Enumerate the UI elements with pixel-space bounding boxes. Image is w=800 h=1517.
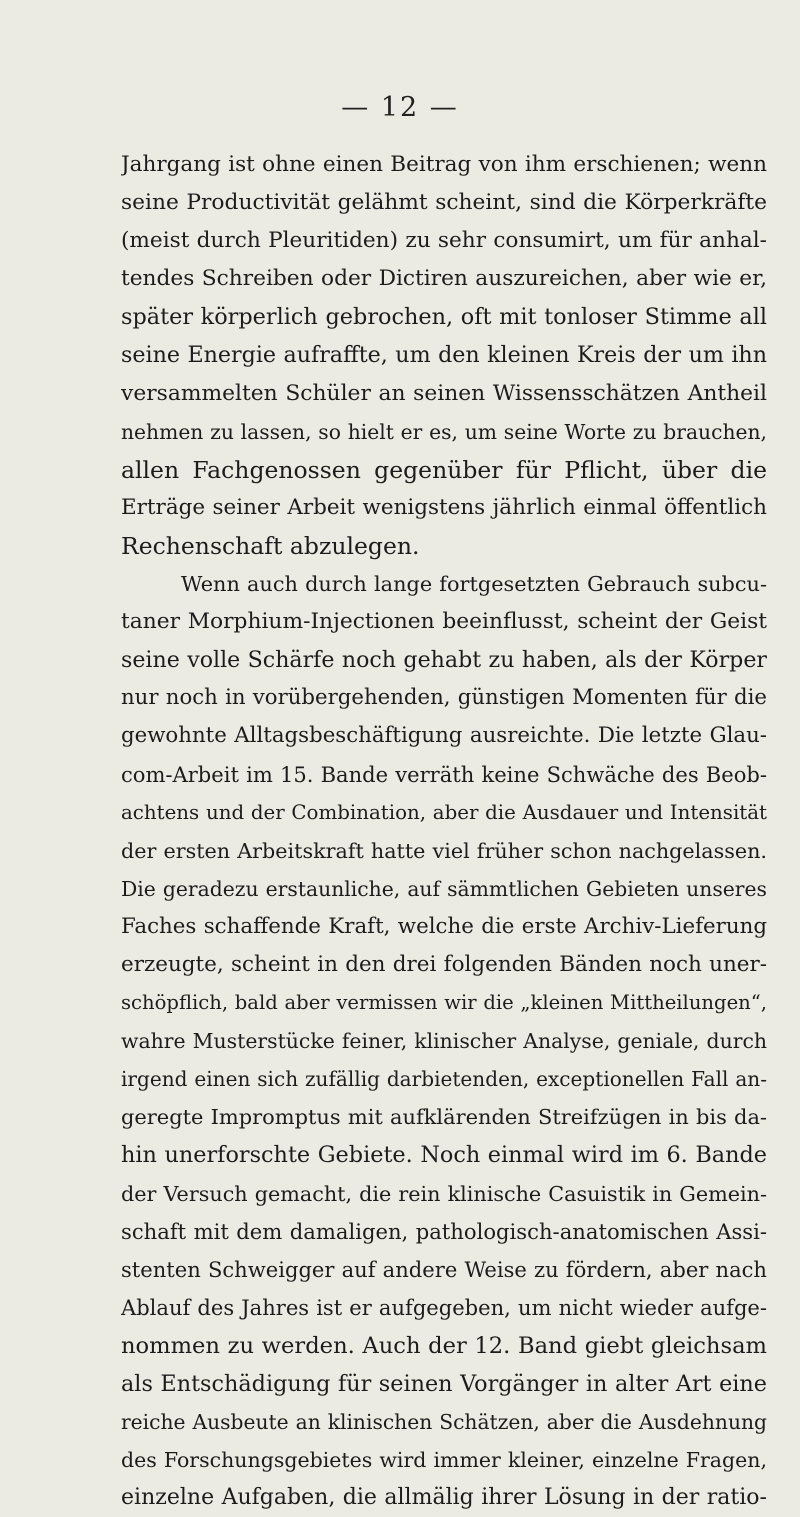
- text-line: der Versuch gemacht, die rein klinische Casuistik in Gemein-: [121, 1181, 767, 1206]
- text-line: Wenn auch durch lange fortgesetzten Gebrauch subcu-: [181, 572, 767, 597]
- text-line: später körperlich gebrochen, oft mit tonloser Stimme all: [121, 304, 767, 331]
- text-line: reiche Ausbeute an klinischen Schätzen, aber die Ausdehnung: [121, 1410, 767, 1435]
- text-line: hin unerforschte Gebiete. Noch einmal wird im 6. Bande: [121, 1142, 767, 1169]
- text-line: des Forschungsgebietes wird immer kleiner, einzelne Fragen,: [121, 1448, 767, 1473]
- text-line: (meist durch Pleuritiden) zu sehr consumirt, um für anhal-: [121, 228, 767, 254]
- text-line: com-Arbeit im 15. Bande verräth keine Schwäche des Beob-: [121, 761, 767, 787]
- text-line: einzelne Aufgaben, die allmälig ihrer Lösung in der ratio-: [121, 1485, 767, 1511]
- text-line: gewohnte Alltagsbeschäftigung ausreichte. Die letzte Glau-: [121, 723, 767, 749]
- text-line: schaft mit dem damaligen, pathologisch-anatomischen Assi-: [121, 1218, 767, 1244]
- text-line: schöpflich, bald aber vermissen wir die „kleinen Mittheilungen“,: [121, 991, 767, 1015]
- text-line: geregte Impromptus mit aufklärenden Streifzügen in bis da-: [121, 1105, 767, 1130]
- text-line: seine Energie aufraffte, um den kleinen Kreis der um ihn: [121, 342, 767, 369]
- text-line: Rechenschaft abzulegen.: [121, 531, 420, 560]
- text-line: der ersten Arbeitskraft hatte viel früher schon nachgelassen.: [121, 838, 767, 863]
- text-line: erzeugte, scheint in den drei folgenden Bänden noch uner-: [121, 951, 767, 977]
- text-line: seine Productivität gelähmt scheint, sind die Körperkräfte: [121, 190, 767, 216]
- text-line: nehmen zu lassen, so hielt er es, um seine Worte zu brauchen,: [121, 419, 767, 444]
- text-line: nommen zu werden. Auch der 12. Band giebt gleichsam: [121, 1332, 767, 1359]
- text-line: tendes Schreiben oder Dictiren auszureichen, aber wie er,: [121, 266, 767, 292]
- text-line: als Entschädigung für seinen Vorgänger in alter Art eine: [121, 1371, 767, 1397]
- text-line: seine volle Schärfe noch gehabt zu haben, als der Körper: [121, 647, 767, 674]
- text-line: Ablauf des Jahres ist er aufgegeben, um nicht wieder aufge-: [121, 1294, 767, 1320]
- text-line: versammelten Schüler an seinen Wissensschätzen Antheil: [121, 380, 767, 406]
- page-number: — 12 —: [341, 92, 459, 123]
- text-line: wahre Musterstücke feiner, klinischer Analyse, geniale, durch: [121, 1029, 767, 1054]
- text-line: Erträge seiner Arbeit wenigstens jährlich einmal öffentlich: [121, 494, 767, 520]
- body-text: [121, 146, 767, 1517]
- text-line: stenten Schweigger auf andere Weise zu fördern, aber nach: [121, 1256, 767, 1282]
- text-line: Jahrgang ist ohne einen Beitrag von ihm erschienen; wenn: [121, 152, 767, 177]
- text-line: Faches schaffende Kraft, welche die erste Archiv-Lieferung: [121, 913, 767, 939]
- text-line: Die geradezu erstaunliche, auf sämmtlichen Gebieten unseres: [121, 876, 767, 901]
- text-line: taner Morphium-Injectionen beeinflusst, scheint der Geist: [121, 609, 767, 635]
- text-line: nur noch in vorübergehenden, günstigen Momenten für die: [121, 685, 767, 711]
- text-line: allen Fachgenossen gegenüber für Pflicht, über die: [121, 455, 767, 484]
- text-line: achtens und der Combination, aber die Ausdauer und Intensität: [121, 800, 767, 824]
- text-line: irgend einen sich zufällig darbietenden, exceptionellen Fall an-: [121, 1067, 767, 1092]
